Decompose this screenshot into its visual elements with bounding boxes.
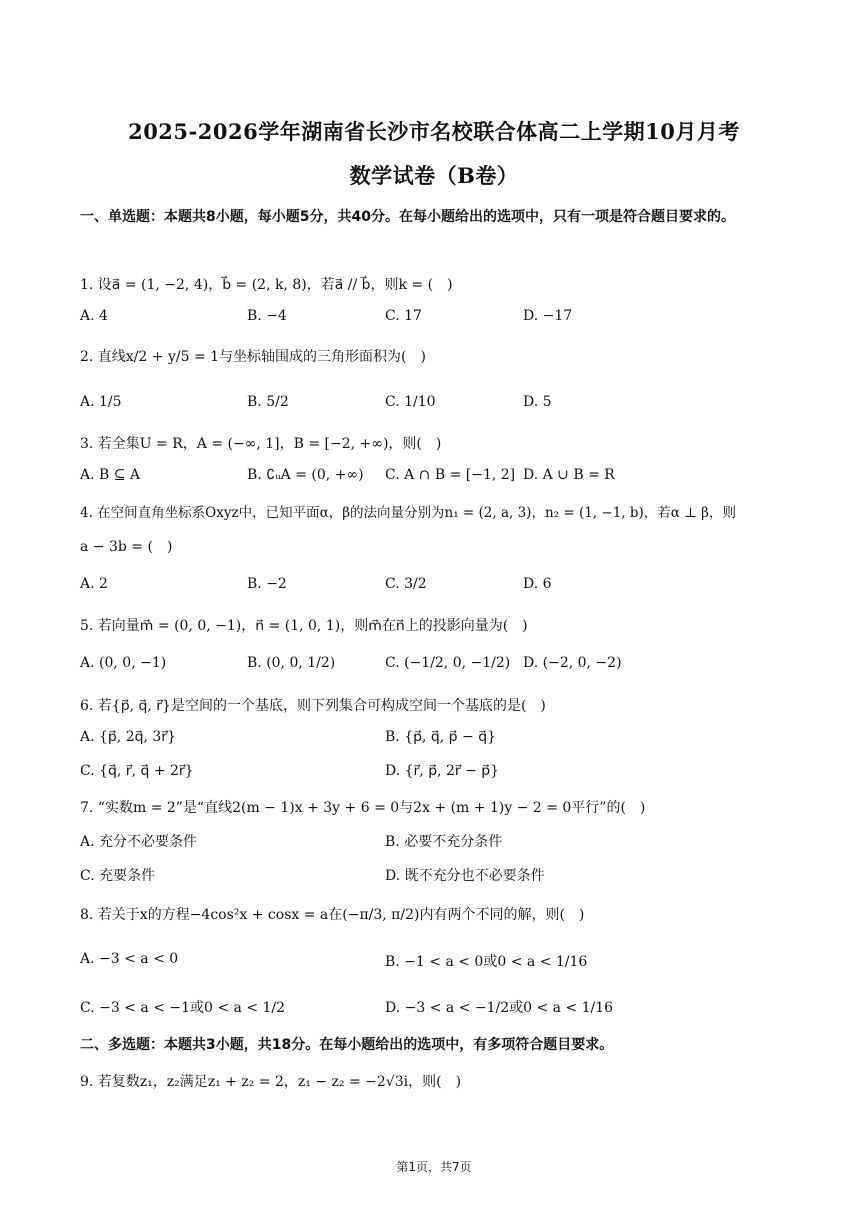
question-4-stem-line1: 4. 在空间直角坐标系Oxyz中，已知平面α，β的法向量分别为n₁ = (2, a, 3)，n₂ = (1, −1, b)，若α ⊥ β，则 xyxy=(80,505,736,521)
question-5-option-a: A. (0, 0, −1) xyxy=(80,655,167,671)
question-3-stem: 3. 若全集U = R，A = (−∞, 1]，B = [−2, +∞)，则( ) xyxy=(80,436,442,452)
question-1-option-d: D. −17 xyxy=(523,308,573,324)
question-1-stem: 1. 设a⃗ = (1, −2, 4)，b⃗ = (2, k, 8)，若a⃗ // b⃗，则k = ( ) xyxy=(80,277,453,293)
question-8-stem: 8. 若关于x的方程−4cos²x + cosx = a在(−π/3, π/2)内有两个不同的解，则( ) xyxy=(80,907,585,923)
question-6-option-a: A. {p⃗, 2q⃗, 3r⃗} xyxy=(80,729,176,745)
question-2-stem: 2. 直线x/2 + y/5 = 1与坐标轴围成的三角形面积为( ) xyxy=(80,349,426,365)
question-3-option-b: B. ∁ᵤA = (0, +∞) xyxy=(247,467,364,483)
question-8-option-c: C. −3 < a < −1或0 < a < 1/2 xyxy=(80,1000,286,1016)
exam-title-line1: 2025-2026学年湖南省长沙市名校联合体高二上学期10月月考 xyxy=(128,119,740,144)
question-5-stem: 5. 若向量m⃗ = (0, 0, −1)，n⃗ = (1, 0, 1)，则m⃗在n⃗上的投影向量为( ) xyxy=(80,618,528,634)
section-multiple-choice-heading: 二、多选题：本题共3小题，共18分。在每小题给出的选项中，有多项符合题目要求。 xyxy=(80,1037,614,1053)
question-7-stem: 7. “实数m = 2”是“直线2(m − 1)x + 3y + 6 = 0与2x + (m + 1)y − 2 = 0平行”的( ) xyxy=(80,800,646,816)
question-2-option-a: A. 1/5 xyxy=(80,394,122,410)
question-9-stem: 9. 若复数z₁，z₂满足z₁ + z₂ = 2，z₁ − z₂ = −2√3i，则( ) xyxy=(80,1074,462,1090)
question-5-option-c: C. (−1/2, 0, −1/2) xyxy=(385,655,511,671)
question-8-option-d: D. −3 < a < −1/2或0 < a < 1/16 xyxy=(385,1000,614,1016)
page-footer: 第1页，共7页 xyxy=(396,1160,472,1174)
question-3-option-d: D. A ∪ B = R xyxy=(523,467,615,483)
question-6-option-d: D. {r⃗, p⃗, 2r⃗ − p⃗} xyxy=(385,763,500,779)
question-4-stem-line2: a − 3b = ( ) xyxy=(80,539,173,555)
question-2-option-d: D. 5 xyxy=(523,394,552,410)
question-7-option-d: D. 既不充分也不必要条件 xyxy=(385,868,545,884)
question-7-option-b: B. 必要不充分条件 xyxy=(385,834,503,850)
question-4-option-d: D. 6 xyxy=(523,576,552,592)
question-3-option-c: C. A ∩ B = [−1, 2] xyxy=(385,467,516,483)
question-6-option-b: B. {p⃗, q⃗, p⃗ − q⃗} xyxy=(385,729,496,745)
question-3-option-a: A. B ⊆ A xyxy=(80,467,141,483)
question-2-option-c: C. 1/10 xyxy=(385,394,436,410)
question-6-option-c: C. {q⃗, r⃗, q⃗ + 2r⃗} xyxy=(80,763,194,779)
exam-title-line2: 数学试卷（B卷） xyxy=(349,163,519,188)
question-4-option-a: A. 2 xyxy=(80,576,108,592)
question-4-option-b: B. −2 xyxy=(247,576,287,592)
question-4-option-c: C. 3/2 xyxy=(385,576,427,592)
question-1-option-a: A. 4 xyxy=(80,308,108,324)
question-5-option-b: B. (0, 0, 1/2) xyxy=(247,655,336,671)
question-8-option-a: A. −3 < a < 0 xyxy=(80,951,179,967)
question-2-option-b: B. 5/2 xyxy=(247,394,289,410)
question-5-option-d: D. (−2, 0, −2) xyxy=(523,655,622,671)
question-6-stem: 6. 若{p⃗, q⃗, r⃗}是空间的一个基底，则下列集合可构成空间一个基底的是( ) xyxy=(80,698,546,714)
question-7-option-c: C. 充要条件 xyxy=(80,868,156,884)
question-7-option-a: A. 充分不必要条件 xyxy=(80,834,198,850)
question-1-option-c: C. 17 xyxy=(385,308,422,324)
section-single-choice-heading: 一、单选题：本题共8小题，每小题5分，共40分。在每小题给出的选项中，只有一项是符合题目要求的。 xyxy=(80,209,735,225)
question-1-option-b: B. −4 xyxy=(247,308,287,324)
question-8-option-b: B. −1 < a < 0或0 < a < 1/16 xyxy=(385,954,588,970)
